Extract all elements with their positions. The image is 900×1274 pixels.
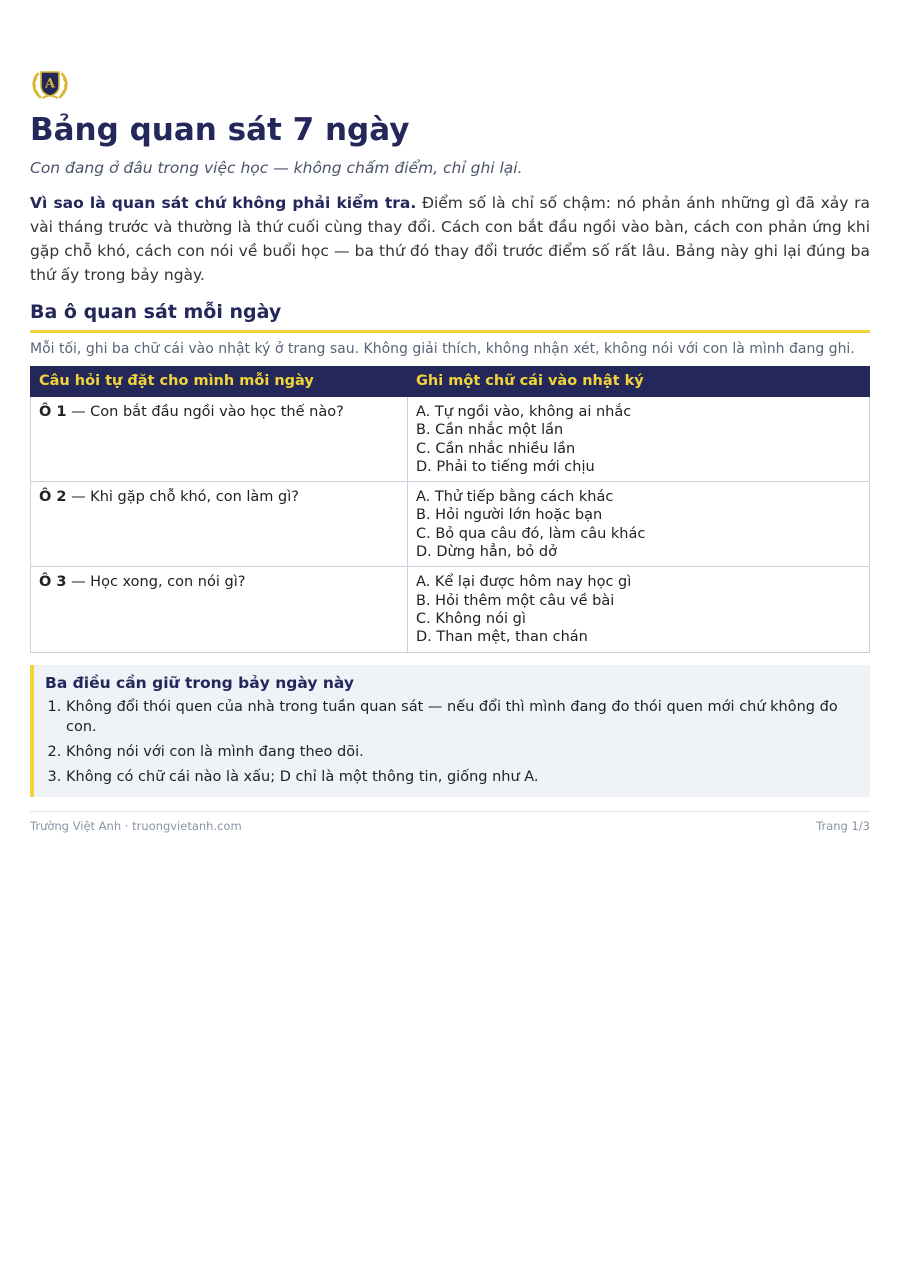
table-header-row	[31, 367, 870, 397]
intro-lead: Vì sao là quan sát chứ không phải kiểm tra.	[30, 194, 417, 212]
option-item: C. Không nói gì	[416, 610, 526, 627]
school-crest-icon	[30, 66, 70, 102]
page-subtitle: Con đang ở đâu trong việc học — không chấm điểm, chỉ ghi lại.	[30, 159, 523, 177]
option-item: A. Kể lại được hôm nay học gì	[416, 574, 632, 591]
page-title: Bảng quan sát 7 ngày	[30, 112, 410, 148]
option-item: B. Hỏi thêm một câu về bài	[416, 592, 615, 609]
option-item: D. Than mệt, than chán	[416, 629, 588, 646]
column-header-question: Câu hỏi tự đặt cho mình mỗi ngày	[31, 367, 408, 397]
question-cell	[31, 567, 408, 652]
question-text: — Con bắt đầu ngồi vào học thế nào?	[66, 404, 344, 420]
table-row	[31, 397, 870, 482]
table-row	[31, 567, 870, 652]
options-cell	[408, 567, 870, 652]
section-title: Ba ô quan sát mỗi ngày	[30, 300, 870, 333]
column-header-answer: Ghi một chữ cái vào nhật ký	[408, 367, 870, 397]
crest-letter: A	[44, 76, 56, 92]
list-item: 1. Không đổi thói quen của nhà trong tuần quan sát — nếu đổi thì mình đang đo thói quen mới chứ không đo con.	[66, 697, 856, 737]
page-number: Trang 1/3	[816, 818, 870, 833]
box-label: Ô 2	[39, 489, 67, 506]
question-text: — Khi gặp chỗ khó, con làm gì?	[66, 489, 299, 506]
list-item: 2. Không nói với con là mình đang theo dõi.	[66, 742, 856, 762]
box-label: Ô 3	[39, 574, 67, 591]
option-item: C. Bỏ qua câu đó, làm câu khác	[416, 525, 646, 542]
page-footer	[30, 811, 870, 833]
question-text: — Học xong, con nói gì?	[66, 574, 246, 591]
observation-table	[30, 366, 870, 653]
option-item: B. Cần nhắc một lần	[416, 422, 564, 439]
option-item: B. Hỏi người lớn hoặc bạn	[416, 507, 603, 524]
table-row	[31, 482, 870, 567]
option-item: C. Cần nhắc nhiều lần	[416, 440, 576, 457]
options-cell	[408, 482, 870, 567]
option-item: A. Tự ngồi vào, không ai nhắc	[416, 404, 632, 420]
guidelines-list	[45, 697, 856, 787]
option-item: D. Dừng hẳn, bỏ dở	[416, 544, 557, 561]
question-cell	[31, 397, 408, 482]
footer-source: Trường Việt Anh · truongvietanh.com	[30, 818, 242, 833]
callout-title: Ba điều cần giữ trong bảy ngày này	[45, 673, 354, 692]
options-cell	[408, 397, 870, 482]
box-label: Ô 1	[39, 404, 67, 420]
section-note: Mỗi tối, ghi ba chữ cái vào nhật ký ở trang sau. Không giải thích, không nhận xét, không nói với con là mình đang ghi.	[30, 341, 855, 357]
question-cell	[31, 482, 408, 567]
list-item: 3. Không có chữ cái nào là xấu; D chỉ là một thông tin, giống như A.	[66, 767, 856, 787]
option-item: D. Phải to tiếng mới chịu	[416, 458, 595, 475]
document-page	[30, 66, 870, 833]
option-item: A. Thử tiếp bằng cách khác	[416, 489, 614, 506]
guidelines-callout	[30, 665, 870, 797]
intro-paragraph	[30, 191, 870, 287]
intro-body: Điểm số là chỉ số chậm: nó phản ánh những gì đã xảy ra vài tháng trước và thường là thứ cuối cùng thay đổi. Cách con bắt đầu ngồi vào bàn, cách con phản ứng khi gặp chỗ khó, cách con nói về buổi học — ba thứ đó thay đổi trước điểm số rất lâu. Bảng này ghi lại đúng ba thứ ấy trong bảy ngày.	[30, 194, 870, 284]
